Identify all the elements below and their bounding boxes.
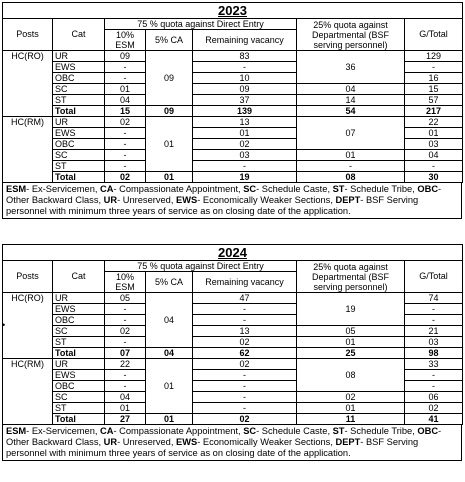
table-row [3, 117, 463, 128]
total-remaining: 139 [236, 105, 253, 116]
total-esm: 07 [119, 347, 130, 358]
vacancy-table-2024 [2, 244, 463, 425]
esm-cell: 05 [119, 292, 130, 303]
header-grand-total: G/Total [419, 271, 448, 281]
esm-cell: 09 [119, 50, 130, 61]
total-grand-total: 30 [428, 171, 439, 182]
legend-abbr: ESM [6, 426, 27, 436]
remaining-cell: 83 [239, 50, 250, 61]
category-cell: EWS [55, 369, 76, 380]
category-cell: UR [55, 116, 68, 127]
grand-total-cell: 15 [428, 83, 439, 94]
category-cell: OBC [55, 380, 75, 391]
total-esm: 27 [119, 413, 130, 424]
remaining-cell: 10 [239, 72, 250, 83]
legend-text: - Economically Weaker Sections, [197, 195, 336, 205]
table-row [3, 359, 463, 370]
table-row [3, 293, 463, 304]
legend-abbr: ESM [6, 184, 27, 194]
table-2024-block [2, 244, 462, 461]
remaining-cell: 37 [239, 94, 250, 105]
ca-merged-cell: 01 [163, 138, 174, 149]
table-row [3, 392, 463, 403]
remaining-cell: - [243, 369, 246, 380]
header-cat: Cat [71, 271, 86, 281]
category-cell: OBC [55, 314, 75, 325]
total-remaining: 02 [239, 413, 250, 424]
dept-cell: - [349, 160, 352, 171]
grand-total-cell: - [432, 160, 435, 171]
legend-abbr: UR [103, 437, 118, 447]
category-cell: UR [55, 50, 68, 61]
dept-merged-cell: 08 [345, 369, 356, 380]
esm-cell: - [123, 380, 127, 391]
ca-merged-cell: 09 [163, 72, 174, 83]
legend-abbr: SC [243, 184, 257, 194]
total-remaining: 62 [239, 347, 250, 358]
grand-total-cell: 74 [428, 292, 439, 303]
esm-cell: 02 [119, 325, 130, 336]
total-label: Total [55, 105, 76, 116]
table-row [3, 95, 463, 106]
table-row [3, 84, 463, 95]
total-ca: 01 [163, 413, 174, 424]
esm-cell: - [123, 138, 127, 149]
header-ca: 5% CA [154, 34, 183, 45]
table-row [3, 403, 463, 414]
remaining-cell: - [243, 303, 246, 314]
header-esm: 10% ESM [115, 272, 135, 292]
remaining-cell: 13 [239, 325, 250, 336]
remaining-cell: - [243, 160, 246, 171]
grand-total-cell: 129 [425, 50, 442, 61]
legend-text: - BSF Serving personnel with minimum three years of service as on closing date of the application. [6, 437, 419, 458]
header-esm: 10% ESM [115, 30, 135, 50]
total-row [3, 348, 463, 359]
vacancy-table-2023 [2, 2, 463, 183]
post-name: HC(RM) [11, 359, 44, 369]
remaining-cell: 13 [239, 116, 250, 127]
header-departmental-quota: 25% quota against Departmental (BSF serving personnel) [311, 19, 390, 50]
category-cell: ST [55, 402, 67, 413]
post-name: HC(RO) [11, 51, 44, 61]
table-row [3, 326, 463, 337]
table-row [3, 161, 463, 172]
total-esm: 15 [119, 105, 130, 116]
remaining-cell: 02 [239, 358, 250, 369]
total-ca: 04 [163, 347, 174, 358]
remaining-cell: - [243, 61, 246, 72]
category-cell: EWS [55, 303, 76, 314]
category-cell: SC [55, 149, 68, 160]
category-cell: OBC [55, 72, 75, 83]
ca-merged-cell: 04 [163, 314, 174, 325]
total-label: Total [55, 171, 76, 182]
header-posts: Posts [16, 271, 39, 281]
legend-text: - Schedule Tribe, [344, 184, 418, 194]
dept-merged-cell: 19 [345, 303, 356, 314]
header-remaining-vacancy: Remaining vacancy [205, 34, 284, 45]
legend-text: - Unreserved, [117, 195, 176, 205]
dept-cell: 01 [345, 402, 356, 413]
legend-text: - Schedule Tribe, [344, 426, 418, 436]
legend-abbr: EWS [176, 437, 198, 447]
esm-cell: - [123, 160, 127, 171]
table-row [3, 150, 463, 161]
grand-total-cell: - [432, 369, 435, 380]
abbreviation-legend [2, 183, 462, 219]
category-cell: EWS [55, 127, 76, 138]
remaining-cell: - [243, 391, 246, 402]
legend-text: - Schedule Caste, [256, 426, 333, 436]
grand-total-cell: 21 [428, 325, 439, 336]
category-cell: ST [55, 94, 67, 105]
legend-abbr: ST [332, 426, 345, 436]
category-cell: UR [55, 292, 68, 303]
legend-abbr: OBC [417, 426, 439, 436]
post-name: HC(RM) [11, 117, 44, 127]
category-cell: UR [55, 358, 68, 369]
legend-abbr: DEPT [335, 195, 361, 205]
esm-cell: - [123, 336, 127, 347]
header-direct-entry-quota: 75 % quota against Direct Entry [137, 18, 264, 29]
grand-total-cell: 16 [428, 72, 439, 83]
legend-text: - Other Backward Class, [6, 426, 442, 447]
grand-total-cell: 02 [428, 402, 439, 413]
dept-merged-cell: 07 [345, 127, 356, 138]
esm-cell: - [123, 149, 127, 160]
header-direct-entry-quota: 75 % quota against Direct Entry [137, 260, 264, 271]
legend-text: - Unreserved, [117, 437, 176, 447]
dept-cell: 01 [345, 149, 356, 160]
legend-abbr: ST [332, 184, 345, 194]
total-ca: 09 [163, 105, 174, 116]
remaining-cell: 03 [239, 149, 250, 160]
legend-abbr: EWS [176, 195, 198, 205]
remaining-cell: 09 [239, 83, 250, 94]
legend-abbr: CA [100, 184, 114, 194]
ca-merged-cell: 01 [163, 380, 174, 391]
remaining-cell: - [243, 402, 246, 413]
category-cell: OBC [55, 138, 75, 149]
legend-abbr: OBC [417, 184, 439, 194]
esm-cell: 01 [119, 402, 130, 413]
remaining-cell: - [243, 314, 246, 325]
remaining-cell: - [243, 380, 246, 391]
dept-cell: 14 [345, 94, 356, 105]
esm-cell: 04 [119, 391, 130, 402]
total-row [3, 106, 463, 117]
grand-total-cell: 03 [428, 138, 439, 149]
post-name: HC(RO) [11, 293, 44, 303]
stray-bullet-mark: • [2, 320, 6, 330]
total-dept: 08 [345, 171, 356, 182]
total-dept: 25 [345, 347, 356, 358]
grand-total-cell: 06 [428, 391, 439, 402]
dept-merged-cell: 36 [345, 61, 356, 72]
esm-cell: - [123, 61, 127, 72]
category-cell: ST [55, 160, 67, 171]
remaining-cell: 02 [239, 336, 250, 347]
esm-cell: 01 [119, 83, 130, 94]
grand-total-cell: 22 [428, 116, 439, 127]
total-row [3, 172, 463, 183]
legend-abbr: CA [100, 426, 114, 436]
grand-total-cell: - [432, 314, 435, 325]
legend-abbr: DEPT [335, 437, 361, 447]
grand-total-cell: 33 [428, 358, 439, 369]
esm-cell: - [123, 72, 127, 83]
legend-text: - Compassionate Appointment, [113, 184, 244, 194]
legend-text: - Ex-Servicemen, [26, 426, 101, 436]
table-2023-block [2, 2, 462, 219]
grand-total-cell: - [432, 380, 435, 391]
abbreviation-legend [2, 425, 462, 461]
total-remaining: 19 [239, 171, 250, 182]
esm-cell: - [123, 369, 127, 380]
legend-text: - Compassionate Appointment, [113, 426, 244, 436]
legend-text: - Ex-Servicemen, [26, 184, 101, 194]
grand-total-cell: 04 [428, 149, 439, 160]
category-cell: EWS [55, 61, 76, 72]
esm-cell: 04 [119, 94, 130, 105]
table-row [3, 337, 463, 348]
total-grand-total: 41 [428, 413, 439, 424]
table-year-heading: 2024 [218, 245, 247, 260]
total-grand-total: 98 [428, 347, 439, 358]
esm-cell: 22 [119, 358, 130, 369]
remaining-cell: 01 [239, 127, 250, 138]
dept-cell: 05 [345, 325, 356, 336]
header-cat: Cat [71, 29, 86, 39]
grand-total-cell: - [432, 61, 435, 72]
header-grand-total: G/Total [419, 29, 448, 39]
table-row [3, 51, 463, 62]
remaining-cell: 47 [239, 292, 250, 303]
category-cell: SC [55, 325, 68, 336]
total-dept: 54 [345, 105, 356, 116]
grand-total-cell: - [432, 303, 435, 314]
total-dept: 11 [345, 413, 356, 424]
table-year-heading: 2023 [218, 3, 247, 18]
esm-cell: - [123, 314, 127, 325]
legend-text: - Economically Weaker Sections, [197, 437, 336, 447]
header-remaining-vacancy: Remaining vacancy [205, 276, 284, 287]
legend-text: - BSF Serving personnel with minimum three years of service as on closing date of the application. [6, 195, 419, 216]
dept-cell: 02 [345, 391, 356, 402]
esm-cell: - [123, 303, 127, 314]
legend-abbr: SC [243, 426, 257, 436]
header-ca: 5% CA [154, 276, 183, 287]
legend-text: - Other Backward Class, [6, 184, 442, 205]
esm-cell: 02 [119, 116, 130, 127]
esm-cell: - [123, 127, 127, 138]
total-label: Total [55, 347, 76, 358]
total-grand-total: 217 [425, 105, 442, 116]
header-posts: Posts [16, 29, 39, 39]
grand-total-cell: 57 [428, 94, 439, 105]
dept-cell: 01 [345, 336, 356, 347]
total-ca: 01 [163, 171, 174, 182]
remaining-cell: 02 [239, 138, 250, 149]
legend-abbr: UR [103, 195, 118, 205]
category-cell: SC [55, 83, 68, 94]
total-esm: 02 [119, 171, 130, 182]
dept-cell: 04 [345, 83, 356, 94]
category-cell: ST [55, 336, 67, 347]
total-row [3, 414, 463, 425]
grand-total-cell: 01 [428, 127, 439, 138]
grand-total-cell: 03 [428, 336, 439, 347]
legend-text: - Schedule Caste, [256, 184, 333, 194]
header-departmental-quota: 25% quota against Departmental (BSF serving personnel) [311, 261, 390, 292]
category-cell: SC [55, 391, 68, 402]
total-label: Total [55, 413, 76, 424]
